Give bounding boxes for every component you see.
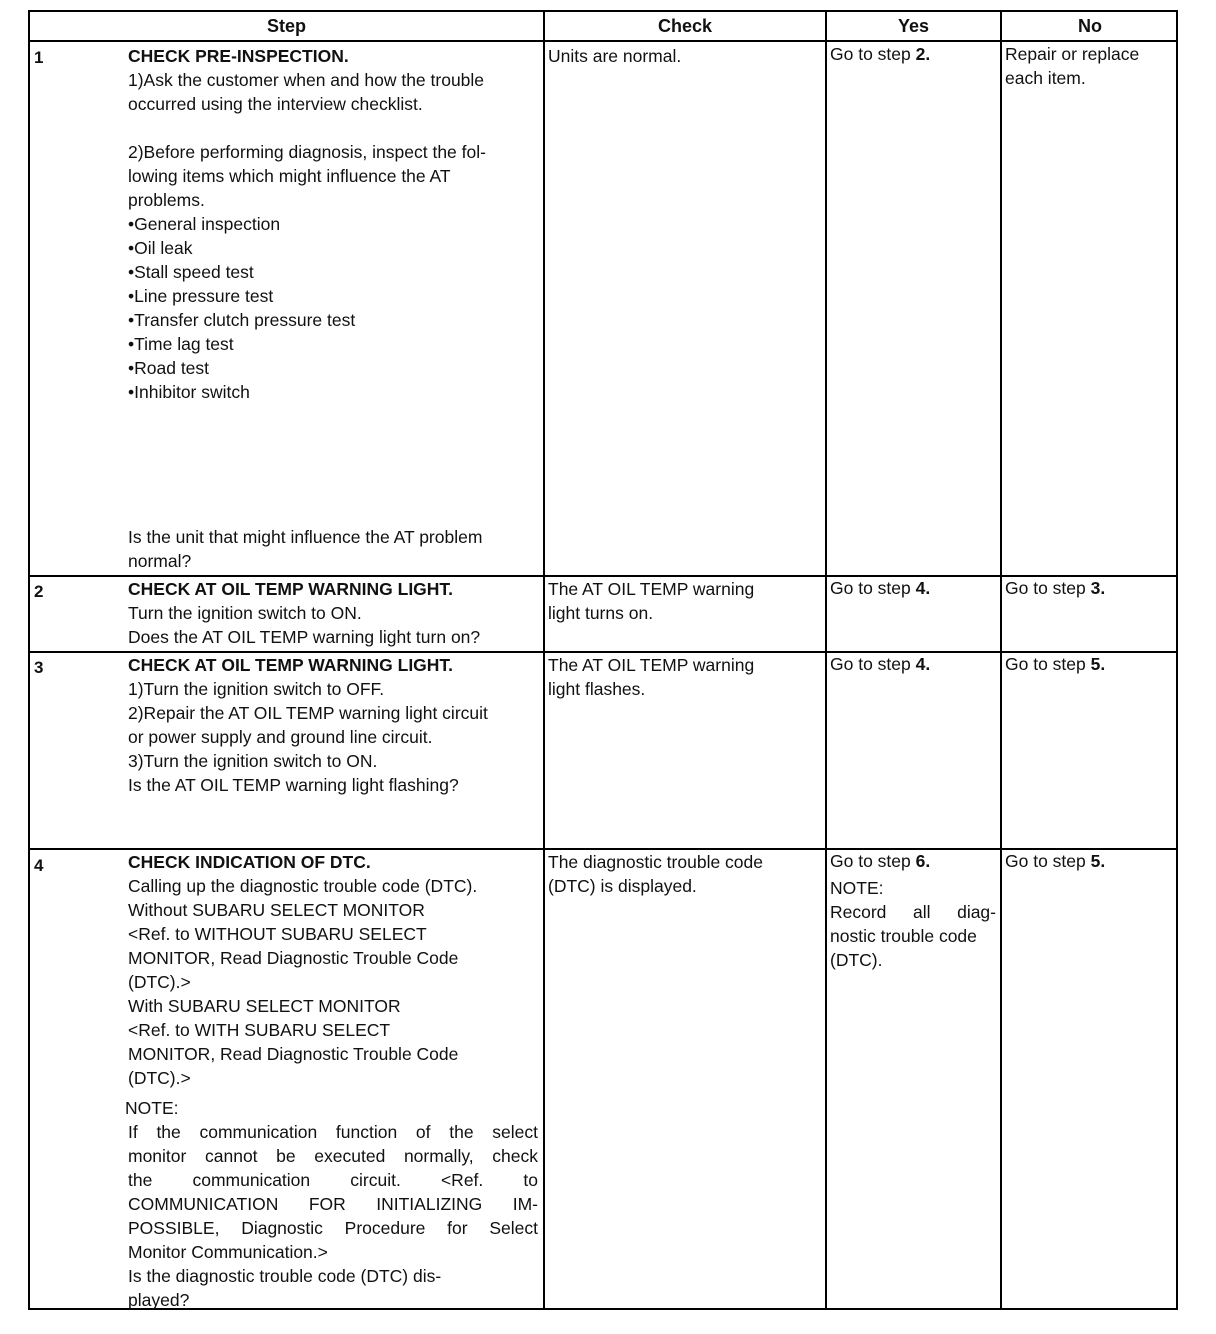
note-line: the communication circuit. <Ref. to xyxy=(128,1170,538,1190)
yes-note-label: NOTE: xyxy=(830,878,884,898)
header-yes: Yes xyxy=(897,16,930,36)
yes-step-ref: 2. xyxy=(915,44,931,64)
step-line: Without SUBARU SELECT MONITOR xyxy=(128,900,425,920)
no-step-ref: 3. xyxy=(1090,578,1106,598)
question-line: Is the diagnostic trouble code (DTC) dis- xyxy=(128,1266,442,1286)
yes-step-ref: 6. xyxy=(915,851,931,871)
note-line: Monitor Communication.> xyxy=(128,1242,328,1262)
step-line: problems. xyxy=(128,190,205,210)
list-item: •Road test xyxy=(128,358,210,378)
note-line: monitor cannot be executed normally, check xyxy=(128,1146,538,1166)
step-line: lowing items which might influence the AT xyxy=(128,166,451,186)
step-line: occurred using the interview checklist. xyxy=(128,94,423,114)
check-line: (DTC) is displayed. xyxy=(548,876,697,896)
no-text: Go to step xyxy=(1005,578,1091,598)
col-divider-step-check xyxy=(543,12,545,1308)
step-line: Calling up the diagnostic trouble code (DTC). xyxy=(128,876,478,896)
step-line: With SUBARU SELECT MONITOR xyxy=(128,996,401,1016)
step-number: 1 xyxy=(34,48,44,67)
step-line: MONITOR, Read Diagnostic Trouble Code xyxy=(128,1044,459,1064)
yes-text: Go to step xyxy=(830,654,916,674)
spacer xyxy=(128,116,538,140)
note-line: COMMUNICATION FOR INITIALIZING IM- xyxy=(128,1194,538,1214)
list-item: •Time lag test xyxy=(128,334,234,354)
list-item: •Transfer clutch pressure test xyxy=(128,310,356,330)
check-cell-4 xyxy=(548,850,763,898)
no-line: Repair or replace xyxy=(1005,44,1140,64)
step-line: Is the AT OIL TEMP warning light flashing? xyxy=(128,775,459,795)
step-line: 1)Turn the ignition switch to OFF. xyxy=(128,679,385,699)
step-title: CHECK PRE-INSPECTION. xyxy=(128,46,349,66)
no-step-ref: 5. xyxy=(1090,851,1106,871)
yes-note-line: (DTC). xyxy=(830,950,883,970)
yes-cell-4 xyxy=(830,849,996,972)
no-text: Go to step xyxy=(1005,654,1091,674)
col-divider-check-yes xyxy=(825,12,827,1308)
no-cell-4 xyxy=(1005,849,1105,873)
step-number: 3 xyxy=(34,658,44,677)
no-text: Go to step xyxy=(1005,851,1091,871)
check-cell-2 xyxy=(548,577,754,625)
header-step: Step xyxy=(266,16,306,36)
header-no: No xyxy=(1078,16,1102,36)
step-line: <Ref. to WITHOUT SUBARU SELECT xyxy=(128,924,427,944)
step-cell-3 xyxy=(128,653,488,797)
yes-text: Go to step xyxy=(830,851,916,871)
note-body xyxy=(128,1120,538,1312)
yes-cell-1 xyxy=(830,42,930,66)
step-line: Turn the ignition switch to ON. xyxy=(128,603,362,623)
step-line: 3)Turn the ignition switch to ON. xyxy=(128,751,378,771)
no-cell-3 xyxy=(1005,652,1105,676)
yes-note-line: Record all diag- xyxy=(830,902,996,922)
diagnosis-table xyxy=(28,10,1178,1310)
yes-note-line: nostic trouble code xyxy=(830,926,977,946)
yes-step-ref: 4. xyxy=(915,578,931,598)
step-line: 2)Repair the AT OIL TEMP warning light circuit xyxy=(128,703,488,723)
step-title: CHECK INDICATION OF DTC. xyxy=(128,852,371,872)
yes-step-ref: 4. xyxy=(915,654,931,674)
note-label: NOTE: xyxy=(125,1098,179,1118)
list-item: •General inspection xyxy=(128,214,281,234)
step-line: 2)Before performing diagnosis, inspect the fol- xyxy=(128,142,486,162)
check-cell-1 xyxy=(548,44,681,68)
no-cell-1 xyxy=(1005,42,1139,90)
no-step-ref: 5. xyxy=(1090,654,1106,674)
no-line: each item. xyxy=(1005,68,1086,88)
check-line: The AT OIL TEMP warning xyxy=(548,655,755,675)
list-item: •Inhibitor switch xyxy=(128,382,250,402)
step-number: 2 xyxy=(34,582,44,601)
step-line: Does the AT OIL TEMP warning light turn on? xyxy=(128,627,481,647)
yes-text: Go to step xyxy=(830,44,916,64)
yes-text: Go to step xyxy=(830,578,916,598)
col-divider-yes-no xyxy=(1000,12,1002,1308)
list-item: •Oil leak xyxy=(128,238,193,258)
question-line: played? xyxy=(128,1290,190,1310)
list-item: •Line pressure test xyxy=(128,286,274,306)
no-cell-2 xyxy=(1005,576,1105,600)
step-title: CHECK AT OIL TEMP WARNING LIGHT. xyxy=(128,655,454,675)
step-line: (DTC).> xyxy=(128,972,191,992)
step-question xyxy=(128,525,482,573)
check-line: The AT OIL TEMP warning xyxy=(548,579,755,599)
step-line: 1)Ask the customer when and how the trouble xyxy=(128,70,485,90)
header-check: Check xyxy=(657,16,713,36)
question-line: normal? xyxy=(128,551,192,571)
list-item: •Stall speed test xyxy=(128,262,254,282)
step-title: CHECK AT OIL TEMP WARNING LIGHT. xyxy=(128,579,454,599)
step-number: 4 xyxy=(34,856,44,875)
step-line: (DTC).> xyxy=(128,1068,191,1088)
step-cell-1 xyxy=(128,44,538,404)
step-cell-4 xyxy=(128,850,477,1090)
check-cell-3 xyxy=(548,653,754,701)
note-line: If the communication function of the select xyxy=(128,1122,538,1142)
step-line: MONITOR, Read Diagnostic Trouble Code xyxy=(128,948,459,968)
step-cell-2 xyxy=(128,577,480,649)
check-line: Units are normal. xyxy=(548,46,682,66)
yes-cell-2 xyxy=(830,576,930,600)
step-line: <Ref. to WITH SUBARU SELECT xyxy=(128,1020,391,1040)
check-line: The diagnostic trouble code xyxy=(548,852,763,872)
check-line: light turns on. xyxy=(548,603,654,623)
yes-cell-3 xyxy=(830,652,930,676)
step-line: or power supply and ground line circuit. xyxy=(128,727,433,747)
check-line: light flashes. xyxy=(548,679,646,699)
note-line: POSSIBLE, Diagnostic Procedure for Select xyxy=(128,1218,538,1238)
question-line: Is the unit that might influence the AT problem xyxy=(128,527,483,547)
